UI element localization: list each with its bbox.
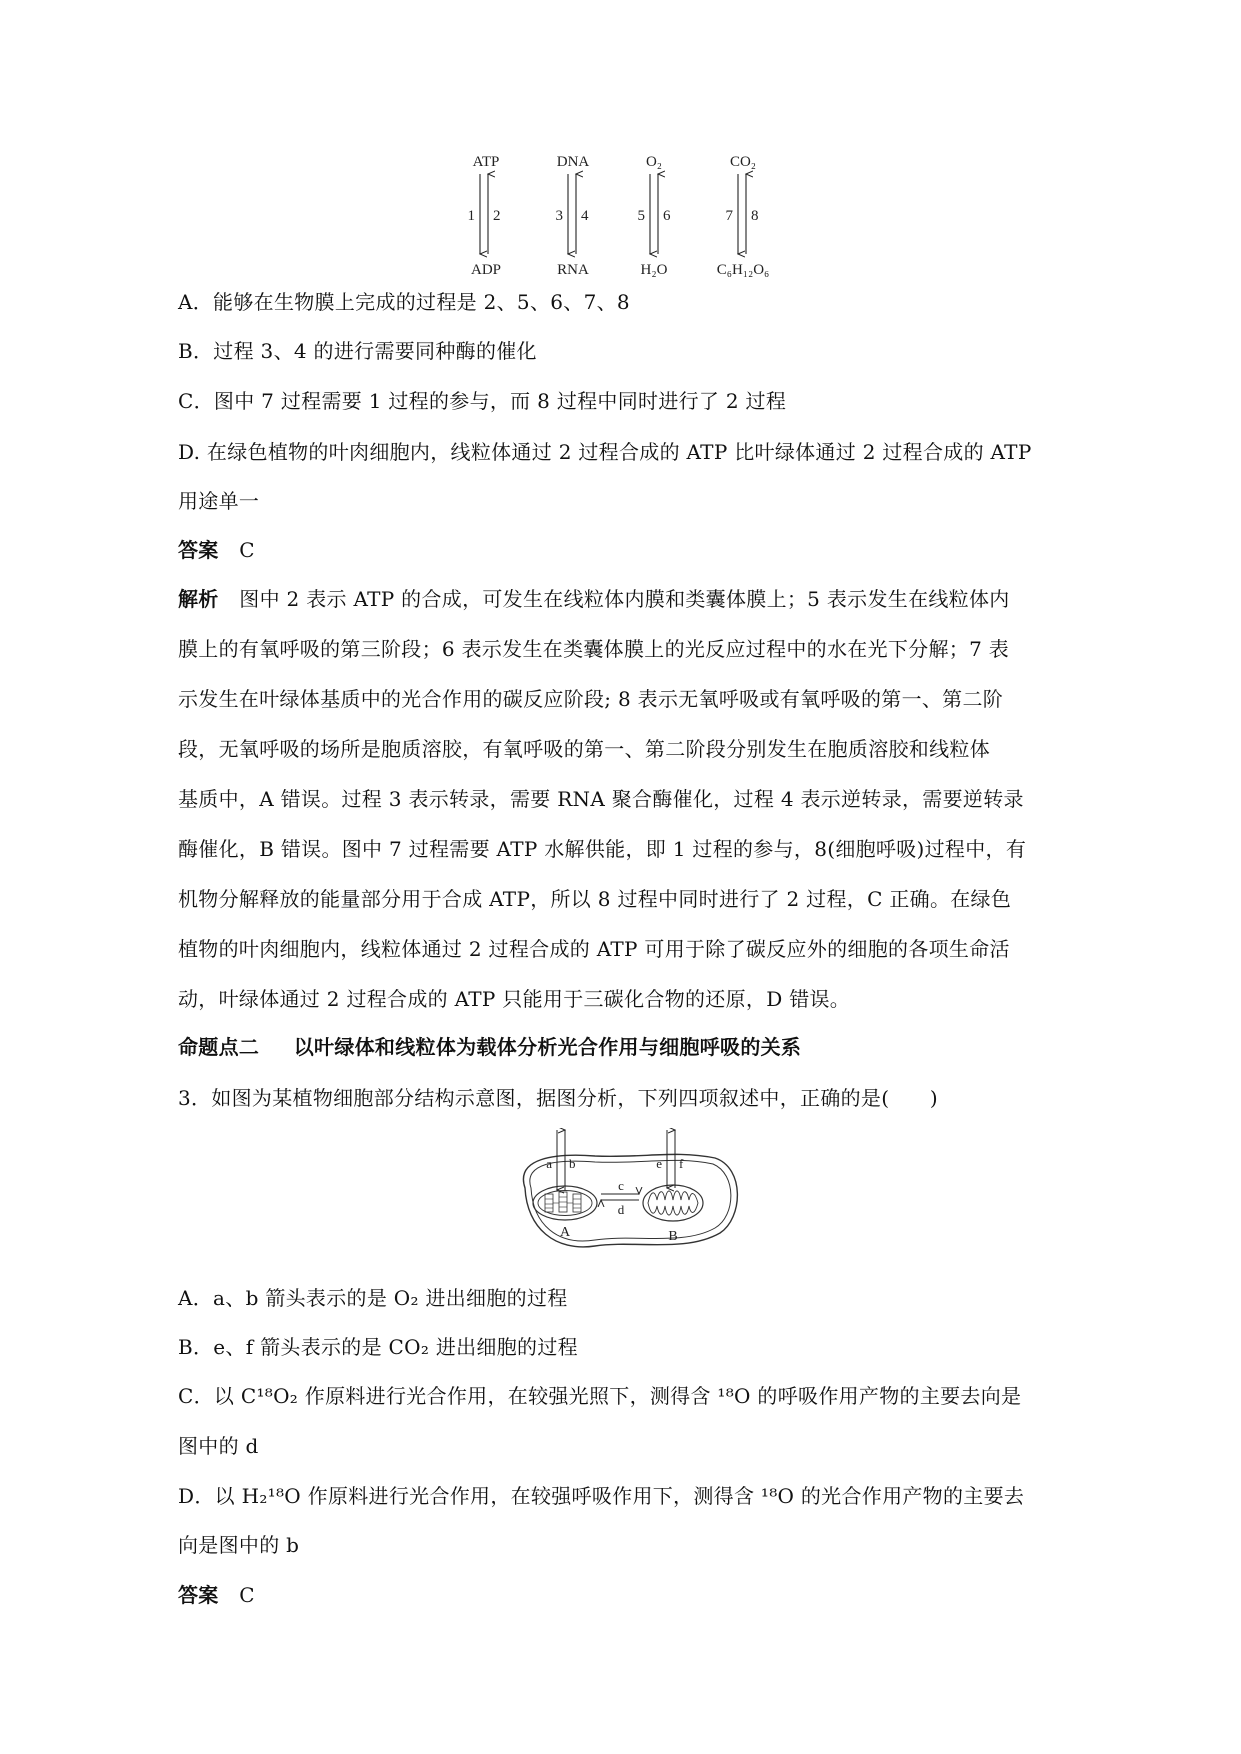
section-heading — [178, 1032, 801, 1062]
plant-cell-diagram — [505, 1128, 745, 1258]
q2-analysis-line: 酶催化，B 错误。图中 7 过程需要 ATP 水解供能，即 1 过程的参与，8(细胞呼吸)过程中，有 — [178, 837, 1027, 861]
label-organelle-a: A — [559, 1225, 571, 1240]
label-top: DNA — [556, 154, 590, 170]
label-f: f — [679, 1156, 684, 1171]
process-number: 1 — [467, 208, 475, 224]
q2-analysis-line: 动，叶绿体通过 2 过程合成的 ATP 只能用于三碳化合物的还原，D 错误。 — [178, 987, 851, 1011]
reaction-co2-glucose — [717, 154, 770, 278]
q2-option-d-continued: 用途单一 — [178, 489, 260, 513]
process-number: 2 — [493, 208, 501, 224]
label-a: a — [546, 1156, 552, 1171]
q2-option-d: D. 在绿色植物的叶肉细胞内，线粒体通过 2 过程合成的 ATP 比叶绿体通过 2 过程合成的 ATP — [178, 440, 1032, 464]
label-top: ATP — [472, 154, 500, 170]
cell-wall-outline — [523, 1154, 737, 1247]
q3-option-d: D．以 H₂¹⁸O 作原料进行光合作用，在较强呼吸作用下，测得含 ¹⁸O 的光合作用产物的主要去 — [178, 1484, 1025, 1508]
reaction-dna-rna — [556, 154, 590, 278]
reaction-atp-adp — [468, 154, 502, 278]
label-bottom: C₆H₁₂O₆ — [716, 262, 770, 278]
q2-option-a: A．能够在生物膜上完成的过程是 2、5、6、7、8 — [178, 290, 630, 314]
process-number: 8 — [751, 208, 759, 224]
label-organelle-b: B — [668, 1229, 678, 1244]
q3-answer — [178, 1580, 255, 1610]
q2-analysis-line: 基质中，A 错误。过程 3 表示转录，需要 RNA 聚合酶催化，过程 4 表示逆转录，需要逆转录 — [178, 787, 1024, 811]
process-number: 3 — [555, 208, 563, 224]
process-number: 4 — [581, 208, 589, 224]
analysis-label: 解析 — [178, 587, 219, 611]
q3-option-a: A．a、b 箭头表示的是 O₂ 进出细胞的过程 — [178, 1286, 568, 1310]
reaction-arrows-diagram — [455, 148, 795, 283]
q3-option-c-continued: 图中的 d — [178, 1434, 259, 1458]
q2-option-c: C．图中 7 过程需要 1 过程的参与，而 8 过程中同时进行了 2 过程 — [178, 389, 787, 413]
label-top: CO₂ — [729, 154, 757, 170]
q2-analysis-line: 示发生在叶绿体基质中的光合作用的碳反应阶段; 8 表示无氧呼吸或有氧呼吸的第一、第二阶 — [178, 687, 1004, 711]
q3-option-c: C．以 C¹⁸O₂ 作原料进行光合作用，在较强光照下，测得含 ¹⁸O 的呼吸作用产物的主要去向是 — [178, 1384, 1022, 1408]
label-d: d — [617, 1202, 625, 1217]
section-label: 命题点二 — [178, 1035, 260, 1059]
q3-option-b: B．e、f 箭头表示的是 CO₂ 进出细胞的过程 — [178, 1335, 578, 1359]
label-bottom: ADP — [470, 262, 502, 278]
label-bottom: H₂O — [640, 262, 668, 278]
chloroplast-a — [533, 1186, 597, 1220]
q2-analysis-line: 膜上的有氧呼吸的第三阶段；6 表示发生在类囊体膜上的光反应过程中的水在光下分解；7 表 — [178, 637, 1010, 661]
process-number: 5 — [637, 208, 645, 224]
q3-stem: 3．如图为某植物细胞部分结构示意图，据图分析，下列四项叙述中，正确的是( ) — [178, 1086, 939, 1110]
process-number: 6 — [663, 208, 671, 224]
q3-option-d-continued: 向是图中的 b — [178, 1533, 300, 1557]
q2-analysis-line: 段，无氧呼吸的场所是胞质溶胶，有氧呼吸的第一、第二阶段分别发生在胞质溶胶和线粒体 — [178, 737, 990, 761]
q2-analysis-line — [178, 584, 1010, 614]
q2-answer — [178, 535, 255, 565]
q2-option-b: B．过程 3、4 的进行需要同种酶的催化 — [178, 339, 537, 363]
label-b: b — [569, 1156, 576, 1171]
reaction-o2-h2o — [638, 154, 672, 278]
label-c: c — [618, 1178, 624, 1193]
mitochondrion-b — [643, 1185, 703, 1221]
answer-value: C — [239, 538, 255, 562]
analysis-text: 图中 2 表示 ATP 的合成，可发生在线粒体内膜和类囊体膜上；5 表示发生在线粒体内 — [239, 587, 1010, 611]
process-number: 7 — [725, 208, 733, 224]
label-e: e — [656, 1156, 662, 1171]
q2-analysis-line: 植物的叶肉细胞内，线粒体通过 2 过程合成的 ATP 可用于除了碳反应外的细胞的各项生命活 — [178, 937, 1010, 961]
label-top: O₂ — [645, 154, 663, 170]
section-title: 以叶绿体和线粒体为载体分析光合作用与细胞呼吸的关系 — [293, 1035, 802, 1059]
answer-value: C — [239, 1583, 255, 1607]
answer-label: 答案 — [178, 538, 219, 562]
q2-analysis-line: 机物分解释放的能量部分用于合成 ATP，所以 8 过程中同时进行了 2 过程，C 正确。在绿色 — [178, 887, 1012, 911]
answer-label: 答案 — [178, 1583, 219, 1607]
label-bottom: RNA — [557, 262, 589, 278]
